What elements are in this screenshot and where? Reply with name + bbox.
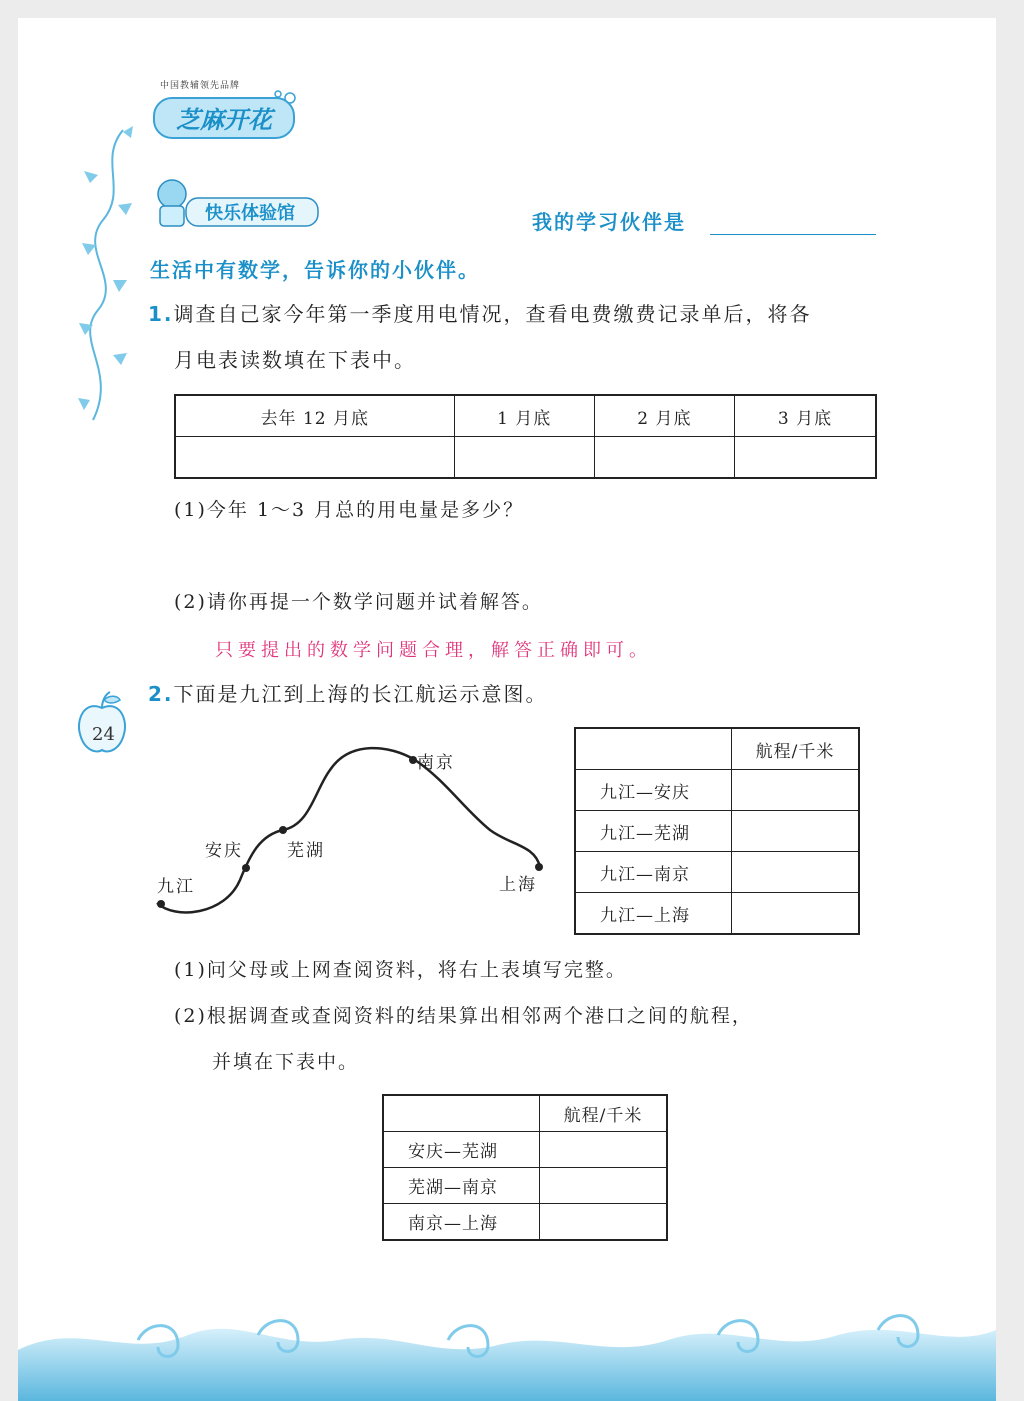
table-header-cell: 航程/千米 [540, 1095, 668, 1132]
q1-hint: 只要提出的数学问题合理，解答正确即可。 [215, 640, 652, 661]
answer-cell[interactable] [540, 1168, 668, 1204]
badge-label: 快乐体验馆 [205, 203, 295, 224]
table-header-cell: 3 月底 [735, 395, 877, 437]
q1-meter-table [174, 394, 877, 479]
answer-cell[interactable] [732, 811, 860, 852]
route-cell: 九江—安庆 [575, 770, 732, 811]
badge [150, 172, 325, 232]
table-row [575, 811, 859, 852]
q1-text-line2: 月电表读数填在下表中。 [174, 348, 416, 372]
q1-number: 1. [148, 302, 174, 326]
section-title: 生活中有数学，告诉你的小伙伴。 [150, 258, 480, 282]
map-label-jiujiang: 九江 [157, 877, 195, 897]
port-dot-nanjing [409, 756, 417, 764]
river-path [145, 740, 555, 930]
port-dot-jiujiang [157, 900, 165, 908]
table-header-cell: 去年 12 月底 [175, 395, 454, 437]
port-dot-wuhu [279, 826, 287, 834]
vine-decoration-icon [68, 120, 148, 430]
table-header-cell: 航程/千米 [732, 728, 860, 770]
apple-icon [74, 690, 130, 756]
q2-text: 下面是九江到上海的长江航运示意图。 [173, 682, 548, 706]
answer-cell[interactable] [175, 437, 454, 479]
q1-line1 [148, 300, 812, 328]
route-cell: 安庆—芜湖 [383, 1132, 540, 1168]
river-map [145, 740, 555, 930]
table-row [575, 728, 859, 770]
answer-cell[interactable] [540, 1204, 668, 1241]
answer-cell[interactable] [732, 770, 860, 811]
answer-cell[interactable] [594, 437, 734, 479]
route-cell: 九江—芜湖 [575, 811, 732, 852]
brand-name: 芝麻开花 [176, 106, 272, 134]
answer-cell[interactable] [454, 437, 594, 479]
map-label-shanghai: 上海 [499, 875, 537, 895]
route-cell: 九江—上海 [575, 893, 732, 935]
q2-adjacent-table [382, 1094, 668, 1241]
page-number: 24 [92, 724, 115, 745]
q2-sub1: (1)问父母或上网查阅资料，将右上表填写完整。 [174, 959, 627, 981]
answer-cell[interactable] [540, 1132, 668, 1168]
map-label-anqing: 安庆 [205, 841, 243, 861]
answer-cell[interactable] [732, 852, 860, 893]
answer-cell[interactable] [732, 893, 860, 935]
table-corner-cell [383, 1095, 540, 1132]
answer-cell[interactable] [735, 437, 877, 479]
table-row [175, 395, 876, 437]
table-header-cell: 2 月底 [594, 395, 734, 437]
waves-decoration-icon [18, 1290, 996, 1401]
table-row [383, 1204, 667, 1241]
q2-line [148, 680, 548, 708]
partner-label: 我的学习伙伴是 [532, 210, 686, 234]
q1-sub2: (2)请你再提一个数学问题并试着解答。 [174, 591, 543, 613]
map-label-nanjing: 南京 [417, 753, 455, 773]
brand-tagline: 中国教辅领先品牌 [160, 81, 241, 91]
brand-logo [150, 88, 305, 144]
girl-reading-icon [158, 180, 186, 226]
table-row [575, 893, 859, 935]
q2-distance-table [574, 727, 860, 935]
table-row [575, 770, 859, 811]
port-dot-anqing [242, 864, 250, 872]
route-cell: 九江—南京 [575, 852, 732, 893]
table-header-cell: 1 月底 [454, 395, 594, 437]
route-cell: 芜湖—南京 [383, 1168, 540, 1204]
table-row [575, 852, 859, 893]
q1-text-line1: 调查自己家今年第一季度用电情况，查看电费缴费记录单后，将各 [173, 302, 812, 326]
table-row [383, 1095, 667, 1132]
table-corner-cell [575, 728, 732, 770]
table-row [175, 437, 876, 479]
q2-number: 2. [148, 682, 174, 706]
route-cell: 南京—上海 [383, 1204, 540, 1241]
map-label-wuhu: 芜湖 [287, 841, 325, 861]
q1-sub1: (1)今年 1～3 月总的用电量是多少？ [174, 499, 525, 521]
q2-sub2-line1: (2)根据调查或查阅资料的结果算出相邻两个港口之间的航程， [174, 1005, 753, 1027]
table-row [383, 1168, 667, 1204]
q2-sub2-line2: 并填在下表中。 [212, 1051, 360, 1073]
partner-blank-line[interactable] [710, 234, 876, 235]
table-row [383, 1132, 667, 1168]
